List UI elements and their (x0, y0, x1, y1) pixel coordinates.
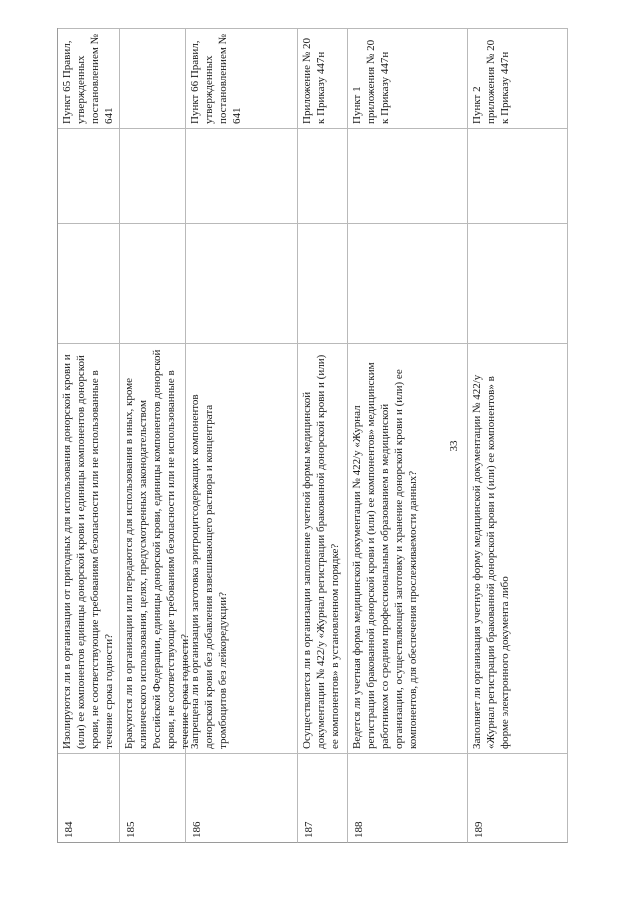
answer-cell (468, 223, 568, 343)
row-reference: Пункт 65 Правил, утвержденных постановлением № 641 (58, 28, 120, 128)
row-number: 185 (120, 753, 186, 843)
answer-cell (348, 128, 468, 223)
answer-cell (58, 223, 120, 343)
row-reference: Пункт 66 Правил, утвержденных постановлением № 641 (186, 28, 298, 128)
answer-cell (298, 128, 348, 223)
answer-cell (120, 128, 186, 223)
row-reference: Пункт 2 приложения № 20 к Приказу 447н (468, 28, 568, 128)
row-number: 187 (298, 753, 348, 843)
checklist-table (57, 28, 568, 843)
answer-cell (186, 128, 298, 223)
row-number: 184 (58, 753, 120, 843)
row-question: Изолируются ли в организации от пригодных для использования донорской крови и (или) ее компонентов единицы донорской крови и единицы компонентов донорской крови, не соответствующие требованиям безопасности или не использованные в течение срока годности? (58, 343, 120, 753)
page-number: 33 (448, 440, 460, 452)
answer-cell (58, 128, 120, 223)
row-question: Бракуются ли в организации или передаются для использования в иных, кроме клинического использования, целях, предусмотренных законодательством Российской Федерации, единицы донорской крови, единицы компонентов донорской крови, не соответствующие требованиям безопасности или не использованные в течение срока годности? (120, 343, 186, 753)
row-question: Ведется ли учетная форма медицинской документации № 422/у «Журнал регистрации бракованной донорской крови и (или) ее компонентов» медицинским работником со средним профессиональным образованием в медицинской организации, осуществляющей заготовку и хранение донорской крови и (или) ее компонентов, для обеспечения прослеживаемости данных? (348, 343, 468, 753)
answer-cell (468, 128, 568, 223)
row-reference: Пункт 1 приложения № 20 к Приказу 447н (348, 28, 468, 128)
row-reference (120, 28, 186, 128)
row-number: 188 (348, 753, 468, 843)
row-number: 189 (468, 753, 568, 843)
row-number: 186 (186, 753, 298, 843)
answer-cell (348, 223, 468, 343)
answer-cell (120, 223, 186, 343)
row-reference: Приложение № 20 к Приказу 447н (298, 28, 348, 128)
answer-cell (186, 223, 298, 343)
answer-cell (298, 223, 348, 343)
row-question: Запрещена ли в организации заготовка эритроцитсодержащих компонентов донорской крови без добавления взвешивающего раствора и концентрата тромбоцитов без лейкоредукции? (186, 343, 298, 753)
row-question: Осуществляется ли в организации заполнение учетной формы медицинской документации № 422/у «Журнал регистрации бракованной донорской крови и (или) ее компонентов» в установленном порядке? (298, 343, 348, 753)
row-question: Заполняет ли организация учетную форму медицинской документации № 422/у «Журнал регистрации бракованной донорской крови и (или) ее компонентов» в форме электронного документа либо (468, 343, 568, 753)
